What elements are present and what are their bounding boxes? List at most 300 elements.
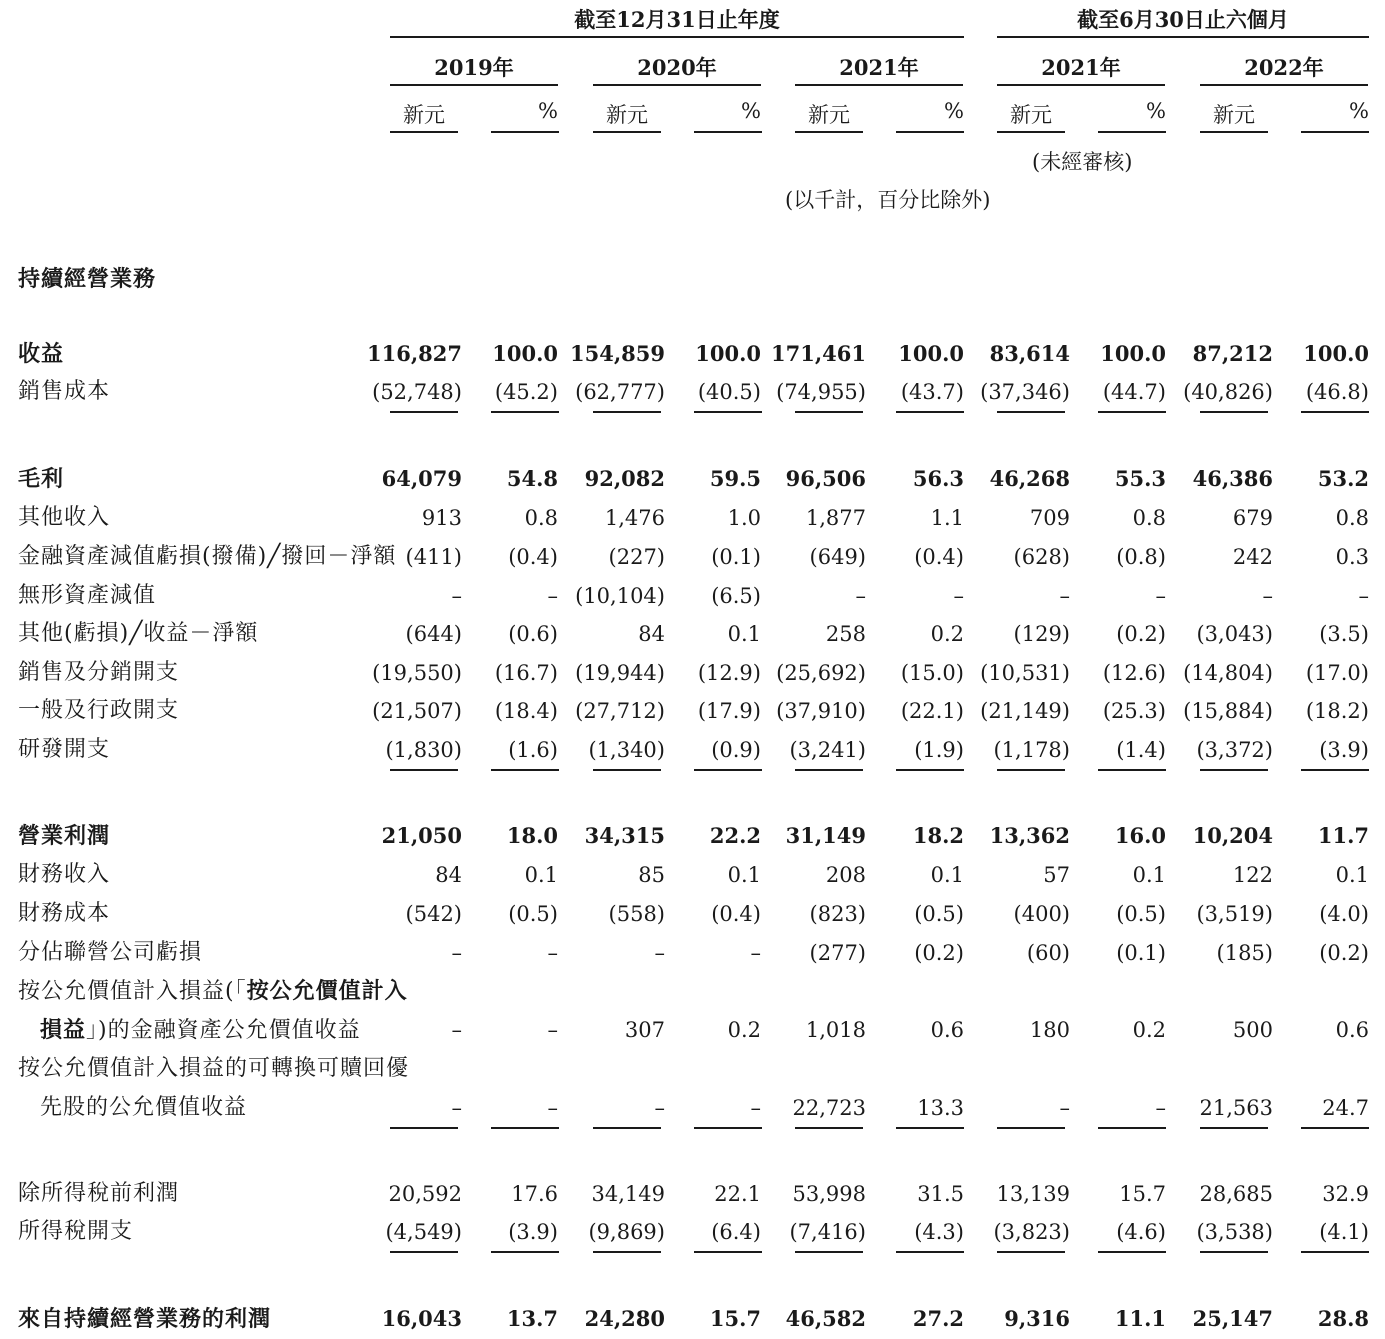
value-cell: 10,204: [1192, 823, 1273, 848]
value-cell: (40,826): [1183, 380, 1273, 404]
subtotal-rule: [390, 411, 458, 413]
value-cell: 96,506: [785, 466, 866, 491]
value-cell: (37,346): [980, 380, 1070, 404]
value-cell: (60): [1026, 941, 1070, 965]
value-cell: –: [1358, 584, 1369, 608]
value-cell: (0.2): [1319, 941, 1369, 965]
section-title: 持續經營業務: [18, 266, 157, 292]
value-cell: 57: [1043, 863, 1070, 887]
value-cell: 27.2: [912, 1306, 964, 1331]
value-cell: (1,178): [993, 738, 1070, 762]
value-cell: 21,563: [1199, 1096, 1273, 1120]
subtotal-rule: [1301, 769, 1369, 771]
value-cell: 0.1: [727, 863, 761, 887]
value-cell: (3.9): [508, 1220, 558, 1244]
value-cell: (10,104): [575, 584, 665, 608]
value-cell: (19,944): [575, 661, 665, 685]
table-row: [0, 1175, 1385, 1213]
value-cell: (37,910): [776, 699, 866, 723]
table-row: [0, 499, 1385, 537]
subtotal-rule: [795, 411, 863, 413]
column-header-currency: 新元: [403, 103, 445, 127]
value-cell: –: [1262, 584, 1273, 608]
value-cell: 20,592: [388, 1182, 462, 1206]
value-cell: (0.2): [1116, 622, 1166, 646]
value-cell: (129): [1013, 622, 1070, 646]
value-cell: (1.4): [1116, 738, 1166, 762]
value-cell: 53,998: [792, 1182, 866, 1206]
value-cell: –: [654, 941, 665, 965]
subtotal-rule: [997, 411, 1065, 413]
row-label-line2: 損益」)的金融資產公允價值收益: [40, 1017, 361, 1043]
table-row: [0, 373, 1385, 411]
year-header-2020: 2020年: [637, 55, 717, 80]
column-header-rule: [795, 131, 863, 133]
value-cell: (6.5): [711, 584, 761, 608]
value-cell: (4.0): [1319, 902, 1369, 926]
column-header-rule: [593, 131, 661, 133]
value-cell: 22.1: [714, 1182, 761, 1206]
value-cell: 0.1: [1335, 863, 1369, 887]
value-cell: (558): [608, 902, 665, 926]
value-cell: (823): [809, 902, 866, 926]
row-label: 來自持續經營業務的利潤: [18, 1306, 272, 1332]
subtotal-rule: [1200, 769, 1268, 771]
value-cell: –: [1059, 1096, 1070, 1120]
value-cell: (3,823): [993, 1220, 1070, 1244]
column-header-rule: [896, 131, 964, 133]
value-cell: (649): [809, 545, 866, 569]
value-cell: (14,804): [1183, 661, 1273, 685]
value-cell: (7,416): [789, 1220, 866, 1244]
year-rule: [997, 84, 1165, 86]
subtotal-rule: [694, 1127, 762, 1129]
value-cell: –: [547, 1096, 558, 1120]
value-cell: (3,241): [789, 738, 866, 762]
value-cell: 13,362: [989, 823, 1070, 848]
subtotal-rule: [1301, 1251, 1369, 1253]
year-header-2019: 2019年: [434, 55, 514, 80]
subtotal-rule: [1098, 411, 1166, 413]
value-cell: 154,859: [570, 341, 665, 366]
column-header-rule: [997, 131, 1065, 133]
year-rule: [1200, 84, 1368, 86]
subtotal-rule: [896, 769, 964, 771]
value-cell: 0.1: [1132, 863, 1166, 887]
value-cell: (0.1): [1116, 941, 1166, 965]
subtotal-rule: [997, 1251, 1065, 1253]
row-label: 研發開支: [18, 737, 111, 762]
table-row: [0, 895, 1385, 933]
value-cell: (18.2): [1305, 699, 1369, 723]
subtotal-rule: [593, 769, 661, 771]
value-cell: 46,386: [1192, 466, 1273, 491]
column-header-currency: 新元: [1010, 103, 1052, 127]
value-cell: 0.1: [727, 622, 761, 646]
value-cell: 100.0: [1100, 341, 1166, 366]
year-rule: [795, 84, 963, 86]
column-header-percent: %: [741, 99, 761, 123]
value-cell: 1,476: [604, 506, 665, 530]
value-cell: 18.0: [506, 823, 558, 848]
group-header-annual: 截至12月31日止年度: [574, 7, 780, 32]
row-label: 營業利潤: [18, 823, 111, 849]
row-label: 分佔聯營公司虧損: [18, 940, 203, 965]
value-cell: (1,830): [385, 738, 462, 762]
value-cell: 0.2: [1132, 1018, 1166, 1042]
subtotal-rule: [1200, 1251, 1268, 1253]
value-cell: 56.3: [912, 466, 964, 491]
value-cell: 21,050: [381, 823, 462, 848]
value-cell: (277): [809, 941, 866, 965]
value-cell: 709: [1029, 506, 1070, 530]
value-cell: –: [547, 941, 558, 965]
value-cell: (16.7): [494, 661, 558, 685]
value-cell: 84: [638, 622, 665, 646]
column-header-rule: [1200, 131, 1268, 133]
subtotal-rule: [694, 411, 762, 413]
column-header-rule: [1098, 131, 1166, 133]
row-label: 金融資產減值虧損(撥備)╱撥回－淨額: [18, 544, 397, 569]
subtotal-rule: [997, 1127, 1065, 1129]
value-cell: (0.5): [914, 902, 964, 926]
value-cell: 22.2: [709, 823, 761, 848]
value-cell: 0.6: [1335, 1018, 1369, 1042]
value-cell: 55.3: [1114, 466, 1166, 491]
value-cell: 100.0: [898, 341, 964, 366]
subtotal-rule: [795, 1127, 863, 1129]
row-label-line1: 按公允價值計入損益(「按公允價值計入: [18, 978, 408, 1004]
value-cell: 16.0: [1114, 823, 1166, 848]
value-cell: (3,372): [1196, 738, 1273, 762]
row-label: 銷售及分銷開支: [18, 660, 180, 685]
value-cell: –: [451, 941, 462, 965]
table-row: [0, 692, 1385, 730]
subtotal-rule: [593, 1127, 661, 1129]
value-cell: 0.6: [930, 1018, 964, 1042]
table-row: [0, 1011, 1385, 1049]
value-cell: (15.0): [900, 661, 964, 685]
value-cell: 28.8: [1317, 1306, 1369, 1331]
value-cell: 92,082: [584, 466, 665, 491]
column-header-percent: %: [944, 99, 964, 123]
column-header-rule: [390, 131, 458, 133]
value-cell: (43.7): [900, 380, 964, 404]
value-cell: (3,043): [1196, 622, 1273, 646]
group-header-six-months-rule: [997, 36, 1369, 38]
value-cell: (1,340): [588, 738, 665, 762]
column-header-currency: 新元: [606, 103, 648, 127]
row-label: 除所得稅前利潤: [18, 1181, 180, 1206]
column-header-percent: %: [1146, 99, 1166, 123]
subtotal-rule: [1098, 1251, 1166, 1253]
value-cell: 31,149: [785, 823, 866, 848]
value-cell: 100.0: [695, 341, 761, 366]
value-cell: (0.4): [508, 545, 558, 569]
column-header-percent: %: [538, 99, 558, 123]
value-cell: 913: [421, 506, 462, 530]
row-label: 毛利: [18, 466, 65, 492]
row-label: 所得稅開支: [18, 1219, 134, 1244]
subtotal-rule: [1200, 1127, 1268, 1129]
subtotal-rule: [896, 1251, 964, 1253]
group-header-six-months: 截至6月30日止六個月: [1077, 7, 1289, 32]
value-cell: –: [750, 941, 761, 965]
value-cell: 17.6: [511, 1182, 558, 1206]
value-cell: (4,549): [385, 1220, 462, 1244]
row-label: 一般及行政開支: [18, 698, 180, 723]
value-cell: (15,884): [1183, 699, 1273, 723]
value-cell: 0.8: [524, 506, 558, 530]
row-label: 收益: [18, 341, 65, 367]
subtotal-rule: [491, 1127, 559, 1129]
value-cell: (3,538): [1196, 1220, 1273, 1244]
row-label: 財務成本: [18, 901, 111, 926]
year-header-2021: 2021年: [839, 55, 919, 80]
value-cell: 16,043: [381, 1306, 462, 1331]
row-label: 其他(虧損)╱收益－淨額: [18, 621, 259, 646]
value-cell: –: [953, 584, 964, 608]
row-label: 銷售成本: [18, 379, 111, 404]
column-header-currency: 新元: [808, 103, 850, 127]
subtotal-rule: [896, 411, 964, 413]
subtotal-rule: [795, 1251, 863, 1253]
column-header-rule: [694, 131, 762, 133]
subtotal-rule: [1301, 1127, 1369, 1129]
value-cell: 13.7: [506, 1306, 558, 1331]
value-cell: (9,869): [588, 1220, 665, 1244]
value-cell: (6.4): [711, 1220, 761, 1244]
subtotal-rule: [694, 1251, 762, 1253]
table-row: [0, 934, 1385, 972]
table-row: [0, 538, 1385, 576]
value-cell: (4.1): [1319, 1220, 1369, 1244]
year-rule: [390, 84, 558, 86]
subtotal-rule: [390, 769, 458, 771]
value-cell: 84: [435, 863, 462, 887]
row-label: 無形資產減值: [18, 583, 157, 608]
value-cell: 500: [1232, 1018, 1273, 1042]
value-cell: (46.8): [1305, 380, 1369, 404]
value-cell: 1.0: [727, 506, 761, 530]
value-cell: (0.9): [711, 738, 761, 762]
value-cell: (0.5): [508, 902, 558, 926]
subtotal-rule: [694, 769, 762, 771]
value-cell: 208: [825, 863, 866, 887]
subtotal-rule: [896, 1127, 964, 1129]
value-cell: 13.3: [917, 1096, 964, 1120]
subtotal-rule: [795, 769, 863, 771]
value-cell: 83,614: [989, 341, 1070, 366]
value-cell: 34,315: [584, 823, 665, 848]
value-cell: (542): [405, 902, 462, 926]
value-cell: 85: [638, 863, 665, 887]
value-cell: (0.1): [711, 545, 761, 569]
value-cell: 100.0: [492, 341, 558, 366]
value-cell: 0.8: [1132, 506, 1166, 530]
table-row: [0, 577, 1385, 615]
value-cell: 11.1: [1114, 1306, 1166, 1331]
table-row: [0, 1089, 1385, 1127]
value-cell: –: [1155, 584, 1166, 608]
value-cell: –: [750, 1096, 761, 1120]
subtotal-rule: [390, 1127, 458, 1129]
table-row: [0, 856, 1385, 894]
value-cell: 34,149: [591, 1182, 665, 1206]
value-cell: 258: [825, 622, 866, 646]
subtotal-rule: [491, 411, 559, 413]
value-cell: 100.0: [1303, 341, 1369, 366]
value-cell: –: [451, 1096, 462, 1120]
value-cell: (3,519): [1196, 902, 1273, 926]
value-cell: 87,212: [1192, 341, 1273, 366]
value-cell: 180: [1029, 1018, 1070, 1042]
row-label: 其他收入: [18, 505, 111, 530]
value-cell: 24.7: [1322, 1096, 1369, 1120]
value-cell: 59.5: [709, 466, 761, 491]
value-cell: (21,507): [372, 699, 462, 723]
value-cell: 25,147: [1192, 1306, 1273, 1331]
value-cell: 32.9: [1322, 1182, 1369, 1206]
value-cell: 15.7: [1119, 1182, 1166, 1206]
value-cell: 0.1: [524, 863, 558, 887]
value-cell: 54.8: [506, 466, 558, 491]
value-cell: (1.6): [508, 738, 558, 762]
value-cell: (185): [1216, 941, 1273, 965]
table-row: [0, 335, 1385, 373]
value-cell: 18.2: [912, 823, 964, 848]
column-header-rule: [1301, 131, 1369, 133]
column-header-rule: [491, 131, 559, 133]
value-cell: –: [654, 1096, 665, 1120]
column-header-percent: %: [1349, 99, 1369, 123]
value-cell: (22.1): [900, 699, 964, 723]
value-cell: 0.8: [1335, 506, 1369, 530]
value-cell: (0.8): [1116, 545, 1166, 569]
value-cell: 1,018: [805, 1018, 866, 1042]
value-cell: 31.5: [917, 1182, 964, 1206]
row-label-line1: 按公允價值計入損益的可轉換可贖回優: [18, 1056, 410, 1081]
subtotal-rule: [1200, 411, 1268, 413]
subtotal-rule: [1301, 411, 1369, 413]
year-rule: [593, 84, 761, 86]
table-row: [0, 654, 1385, 692]
table-row: [0, 1300, 1385, 1338]
value-cell: (18.4): [494, 699, 558, 723]
value-cell: (0.4): [914, 545, 964, 569]
group-header-annual-rule: [390, 36, 964, 38]
value-cell: (0.2): [914, 941, 964, 965]
value-cell: (3.5): [1319, 622, 1369, 646]
year-header-2021-six-months: 2021年: [1041, 55, 1121, 80]
value-cell: 1,877: [805, 506, 866, 530]
table-row: [0, 615, 1385, 653]
value-cell: 307: [624, 1018, 665, 1042]
subtotal-rule: [593, 411, 661, 413]
value-cell: 46,268: [989, 466, 1070, 491]
column-header-currency: 新元: [1213, 103, 1255, 127]
value-cell: –: [451, 1018, 462, 1042]
value-cell: (227): [608, 545, 665, 569]
value-cell: 28,685: [1199, 1182, 1273, 1206]
value-cell: 0.1: [930, 863, 964, 887]
value-cell: (45.2): [494, 380, 558, 404]
table-row: [0, 731, 1385, 769]
unaudited-note: (未經審核): [1032, 150, 1133, 174]
table-row: [0, 1213, 1385, 1251]
value-cell: (12.9): [697, 661, 761, 685]
value-cell: (17.9): [697, 699, 761, 723]
value-cell: (27,712): [575, 699, 665, 723]
value-cell: –: [855, 584, 866, 608]
value-cell: 1.1: [930, 506, 964, 530]
value-cell: 0.3: [1335, 545, 1369, 569]
subtotal-rule: [491, 1251, 559, 1253]
units-note: (以千計，百分比除外): [785, 188, 991, 212]
row-label: 財務收入: [18, 862, 111, 887]
subtotal-rule: [997, 769, 1065, 771]
value-cell: 13,139: [996, 1182, 1070, 1206]
value-cell: (10,531): [980, 661, 1070, 685]
subtotal-rule: [1098, 1127, 1166, 1129]
value-cell: (17.0): [1305, 661, 1369, 685]
value-cell: (44.7): [1102, 380, 1166, 404]
table-row: [0, 817, 1385, 855]
value-cell: (0.4): [711, 902, 761, 926]
value-cell: (74,955): [776, 380, 866, 404]
value-cell: 11.7: [1317, 823, 1369, 848]
value-cell: 679: [1232, 506, 1273, 530]
value-cell: 9,316: [1004, 1306, 1070, 1331]
value-cell: (3.9): [1319, 738, 1369, 762]
value-cell: 24,280: [584, 1306, 665, 1331]
value-cell: (4.6): [1116, 1220, 1166, 1244]
value-cell: (644): [405, 622, 462, 646]
value-cell: (25,692): [776, 661, 866, 685]
value-cell: –: [451, 584, 462, 608]
subtotal-rule: [491, 769, 559, 771]
value-cell: (40.5): [697, 380, 761, 404]
value-cell: 53.2: [1317, 466, 1369, 491]
subtotal-rule: [1098, 769, 1166, 771]
table-row: [0, 460, 1385, 498]
value-cell: (1.9): [914, 738, 964, 762]
value-cell: 46,582: [785, 1306, 866, 1331]
value-cell: 64,079: [381, 466, 462, 491]
value-cell: 242: [1232, 545, 1273, 569]
value-cell: –: [1155, 1096, 1166, 1120]
value-cell: (4.3): [914, 1220, 964, 1244]
value-cell: (0.6): [508, 622, 558, 646]
value-cell: (400): [1013, 902, 1070, 926]
value-cell: (19,550): [372, 661, 462, 685]
row-label-line2: 先股的公允價值收益: [40, 1095, 248, 1120]
subtotal-rule: [593, 1251, 661, 1253]
value-cell: 116,827: [367, 341, 462, 366]
value-cell: 15.7: [709, 1306, 761, 1331]
value-cell: 22,723: [792, 1096, 866, 1120]
year-header-2022-six-months: 2022年: [1244, 55, 1324, 80]
value-cell: (25.3): [1102, 699, 1166, 723]
value-cell: (0.5): [1116, 902, 1166, 926]
subtotal-rule: [390, 1251, 458, 1253]
value-cell: –: [547, 1018, 558, 1042]
value-cell: 0.2: [930, 622, 964, 646]
value-cell: (52,748): [372, 380, 462, 404]
value-cell: (411): [405, 545, 462, 569]
value-cell: (628): [1013, 545, 1070, 569]
value-cell: 0.2: [727, 1018, 761, 1042]
